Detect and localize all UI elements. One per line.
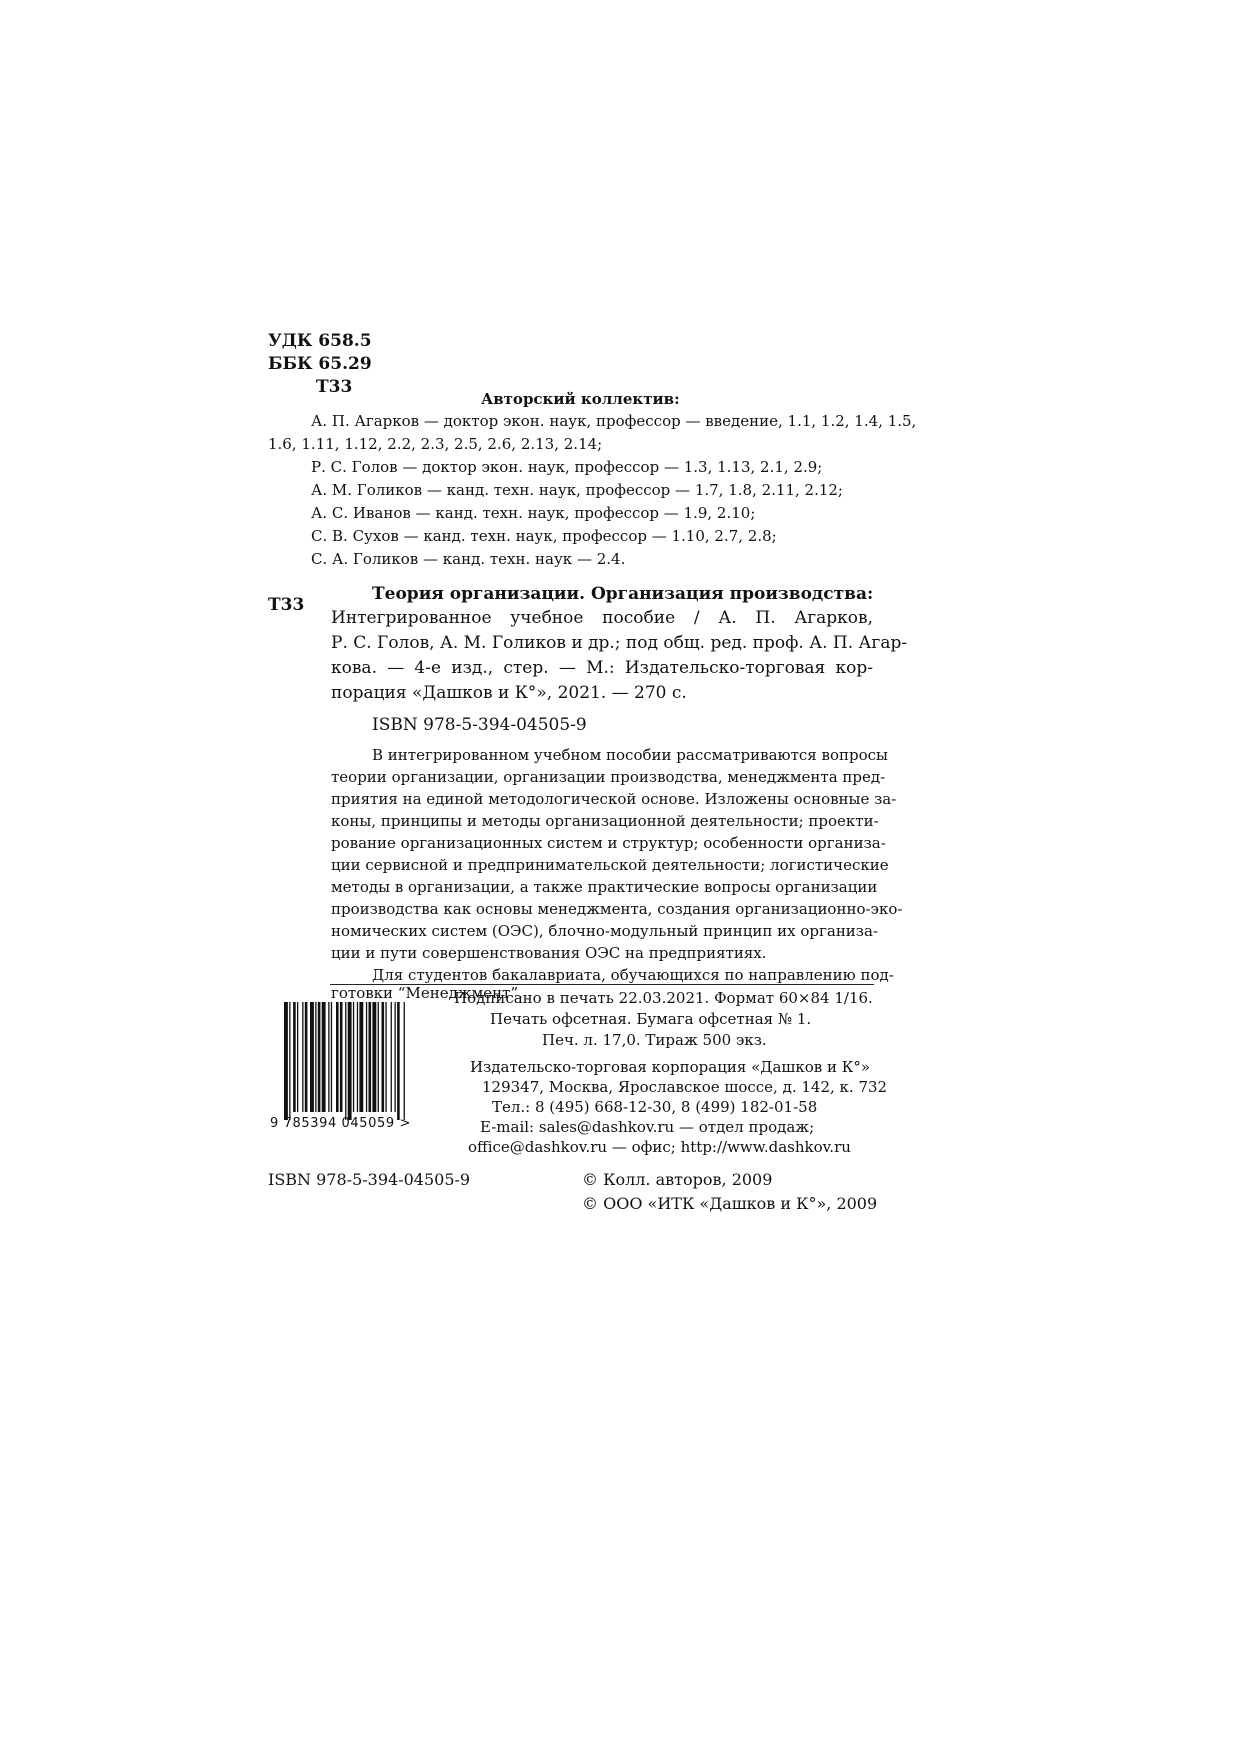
barcode-bar [302,1002,303,1112]
barcode-bar [310,1002,314,1112]
barcode-bar [366,1002,367,1112]
author-line: А. П. Агарков — доктор экон. наук, профессор — введение, 1.1, 1.2, 1.4, 1.5, [311,412,917,430]
author-line: Р. С. Голов — доктор экон. наук, профессор — 1.3, 1.13, 2.1, 2.9; [311,458,823,476]
author-line: С. А. Голиков — канд. техн. наук — 2.4. [311,550,626,568]
bibliography-line: Интегрированное учебное пособие / А. П. Агарков, [331,608,873,628]
barcode-bar [284,1002,288,1120]
barcode-bar [318,1002,321,1112]
publisher-line: office@dashkov.ru — офис; http://www.dashkov.ru [468,1138,851,1156]
print-line: Печать офсетная. Бумага офсетная № 1. [490,1010,812,1028]
abstract-line: Для студентов бакалавриата, обучающихся по направлению под- [372,966,894,984]
barcode-bar [353,1002,354,1112]
barcode-bar [336,1002,339,1112]
barcode-bar [378,1002,379,1112]
abstract-line: производства как основы менеджмента, создания организационно-эко- [331,900,903,918]
barcode-bar [359,1002,363,1112]
barcode-bar [357,1002,358,1112]
bibliography-line: кова. — 4-е изд., стер. — М.: Издательско-торговая кор- [331,658,873,678]
author-line: 1.6, 1.11, 1.12, 2.2, 2.3, 2.5, 2.6, 2.13, 2.14; [268,435,603,453]
publisher-line: Тел.: 8 (495) 668-12-30, 8 (499) 182-01-58 [492,1098,818,1116]
book-title: Теория организации. Организация производства: [372,584,874,604]
bibliography-line: порация «Дашков и К°», 2021. — 270 с. [331,683,687,703]
barcode-bar [391,1002,392,1112]
udk-code: УДК 658.5 [268,331,372,351]
barcode-bar [293,1002,296,1112]
abstract-line: ции сервисной и предпринимательской деятельности; логистические [331,856,889,874]
author-line: А. С. Иванов — канд. техн. наук, профессор — 1.9, 2.10; [311,504,756,522]
barcode-bar [385,1002,386,1112]
barcode-bar [322,1002,326,1112]
publisher-line: E-mail: sales@dashkov.ru — отдел продаж; [480,1118,815,1136]
barcode-bar [331,1002,332,1112]
author-line: С. В. Сухов — канд. техн. наук, профессор — 1.10, 2.7, 2.8; [311,527,777,545]
isbn: ISBN 978-5-394-04505-9 [372,715,587,735]
abstract-line: приятия на единой методологической основе. Изложены основные за- [331,790,897,808]
footer-isbn: ISBN 978-5-394-04505-9 [268,1170,471,1189]
abstract-line: рование организационных систем и структур; особенности организа- [331,834,886,852]
barcode-bar [369,1002,372,1112]
print-line: Печ. л. 17,0. Тираж 500 экз. [542,1031,767,1049]
authors-heading: Авторский коллектив: [481,390,680,408]
abstract-line: готовки “Менеджмент”. [331,984,523,1002]
barcode-bar [340,1002,343,1112]
abstract-line: В интегрированном учебном пособии рассматриваются вопросы [372,746,888,764]
barcode-bar [289,1002,290,1120]
barcode-bar [395,1002,396,1112]
barcode [270,1000,440,1132]
abstract-line: теории организации, организации производства, менеджмента пред- [331,768,886,786]
barcode-bar [305,1002,308,1112]
author-sign-code: Т33 [316,377,353,397]
publisher-line: Издательско-торговая корпорация «Дашков и К°» [470,1058,871,1076]
abstract-line: коны, принципы и методы организационной деятельности; проекти- [331,812,879,830]
barcode-bar [397,1002,400,1120]
copyright-line: © Колл. авторов, 2009 [582,1170,773,1189]
author-line: А. М. Голиков — канд. техн. наук, профессор — 1.7, 1.8, 2.11, 2.12; [311,481,843,499]
barcode-bar [404,1002,405,1120]
barcode-bar [297,1002,298,1112]
abstract-line: ции и пути совершенствования ОЭС на предприятиях. [331,944,767,962]
bibliography-line: Р. С. Голов, А. М. Голиков и др.; под общ. ред. проф. А. П. Агар- [331,633,908,653]
bbk-code: ББК 65.29 [268,354,372,374]
barcode-bar [328,1002,329,1112]
barcode-bar [315,1002,316,1112]
barcode-bar [348,1002,352,1120]
barcode-digits: 9 785394 045059 > [270,1116,412,1131]
barcode-bar [372,1002,376,1112]
barcode-bar [345,1002,346,1120]
barcode-bars [282,1000,440,1132]
abstract-line: методы в организации, а также практические вопросы организации [331,878,878,896]
separator-line [330,984,874,985]
barcode-bar [382,1002,385,1112]
abstract-line: номических систем (ОЭС), блочно-модульный принцип их организа- [331,922,879,940]
print-line: Подписано в печать 22.03.2021. Формат 60×84 1/16. [454,989,873,1007]
bibliography-code: Т33 [268,595,305,615]
copyright-line: © ООО «ИТК «Дашков и К°», 2009 [582,1194,878,1213]
publisher-line: 129347, Москва, Ярославское шоссе, д. 142, к. 732 [482,1078,888,1096]
